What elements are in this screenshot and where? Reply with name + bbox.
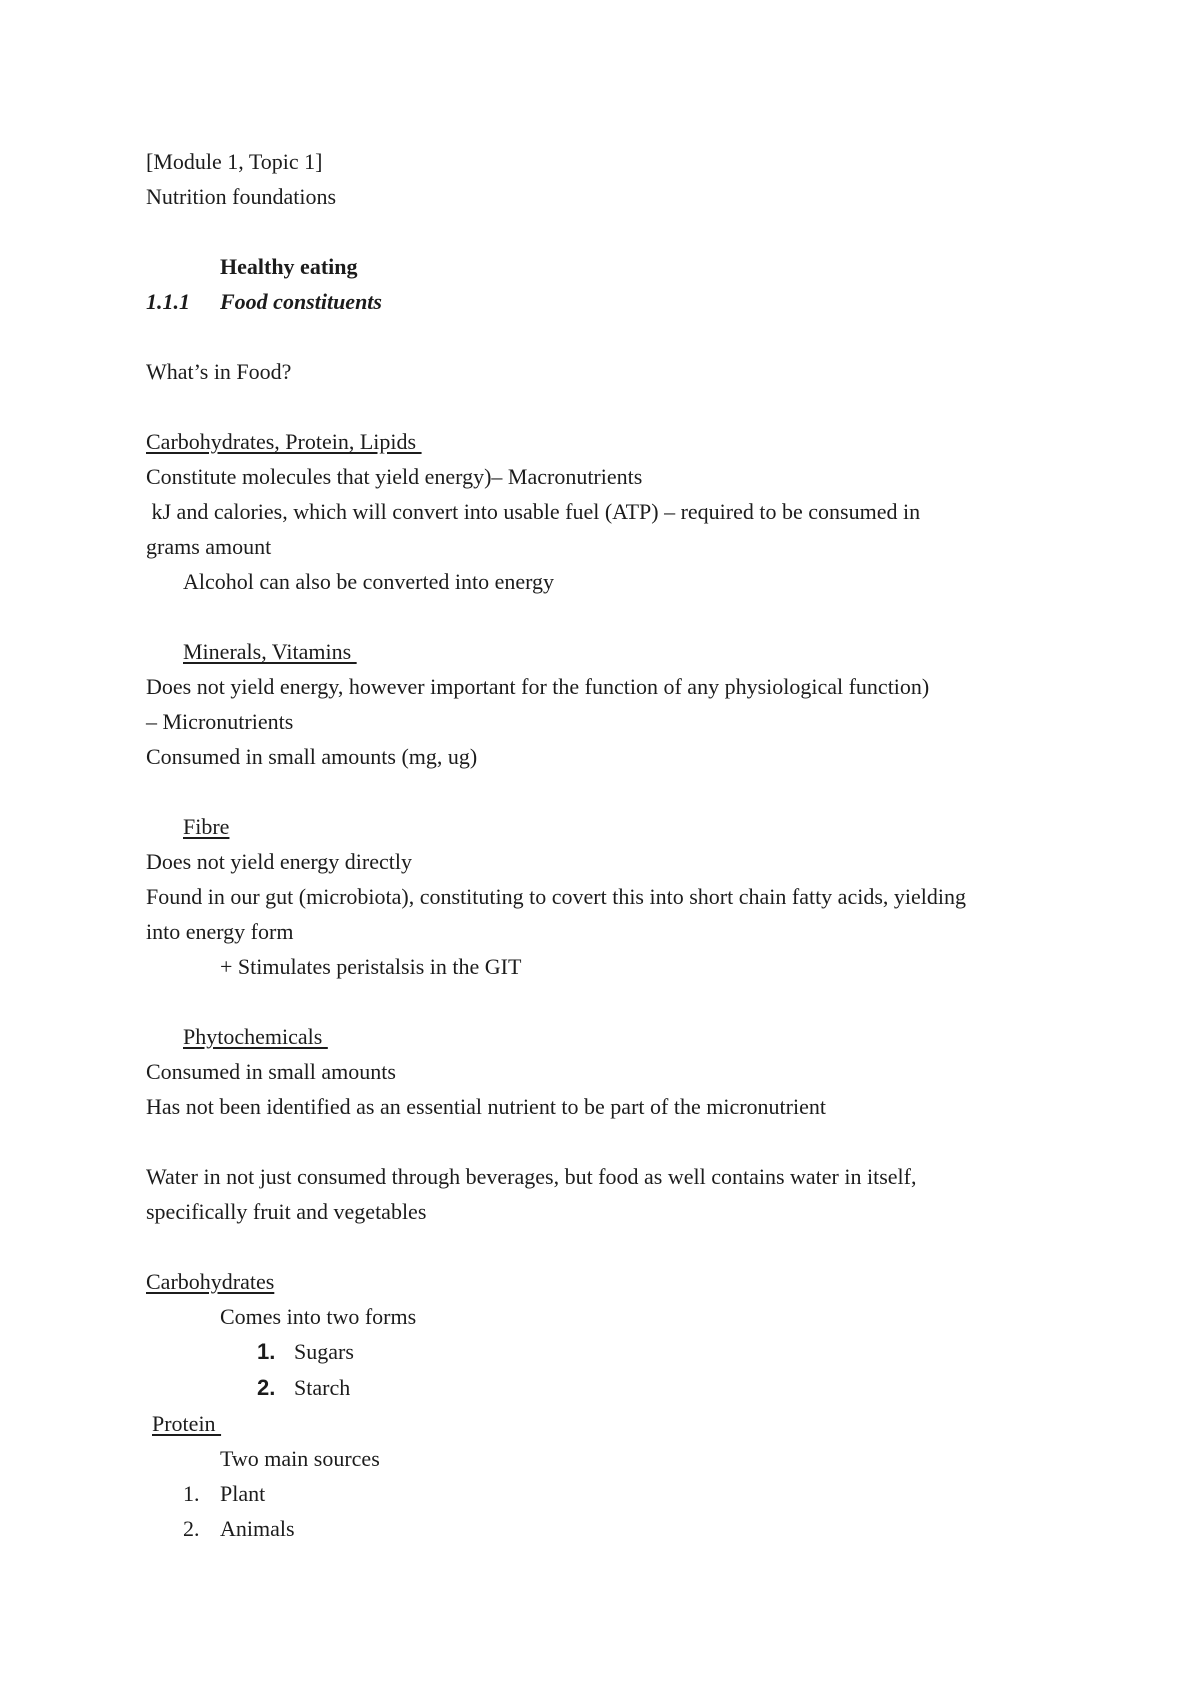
paragraph-line: kJ and calories, which will convert into usable fuel (ATP) – required to be consumed in	[146, 499, 921, 524]
list-item-label: Animals	[220, 1516, 295, 1541]
list-item-number: 1.	[257, 1339, 276, 1364]
list-item	[146, 1476, 1066, 1511]
spacer	[146, 774, 1066, 809]
paragraph-line: – Micronutrients	[146, 709, 294, 734]
subsection-title: Food constituents	[220, 289, 382, 314]
spacer	[146, 599, 1066, 634]
module-reference: [Module 1, Topic 1]	[146, 149, 323, 174]
list-item	[146, 1334, 1066, 1370]
paragraph-line: Has not been identified as an essential nutrient to be part of the micronutrient	[146, 1094, 826, 1119]
paragraph-line: Does not yield energy directly	[146, 849, 412, 874]
paragraph-line: Constitute molecules that yield energy)– Macronutrients	[146, 464, 643, 489]
document-body	[146, 144, 1066, 1546]
list-item-number: 2.	[183, 1516, 200, 1541]
list-item	[146, 1511, 1066, 1546]
list-item-number: 1.	[183, 1481, 200, 1506]
section-heading: Healthy eating	[220, 254, 358, 279]
paragraph-line: Does not yield energy, however important for the function of any physiological function)	[146, 674, 930, 699]
list-item-number: 2.	[257, 1375, 276, 1400]
course-title: Nutrition foundations	[146, 184, 337, 209]
intro-question: What’s in Food?	[146, 359, 292, 384]
spacer	[146, 389, 1066, 424]
paragraph-line: Found in our gut (microbiota), constituting to covert this into short chain fatty acids, yielding	[146, 884, 966, 909]
paragraph-line: Water in not just consumed through beverages, but food as well contains water in itself,	[146, 1164, 917, 1189]
spacer	[146, 214, 1066, 249]
subsection-number: 1.1.1	[146, 289, 190, 314]
carbohydrates-intro: Comes into two forms	[220, 1304, 417, 1329]
spacer	[146, 1229, 1066, 1264]
list-item-label: Starch	[294, 1375, 351, 1400]
spacer	[146, 1124, 1066, 1159]
paragraph-line: grams amount	[146, 534, 272, 559]
alcohol-note: Alcohol can also be converted into energy	[183, 569, 555, 594]
macronutrients-heading: Carbohydrates, Protein, Lipids	[146, 429, 422, 454]
paragraph-line: into energy form	[146, 919, 294, 944]
phytochemicals-heading: Phytochemicals	[183, 1024, 328, 1049]
paragraph-line: Consumed in small amounts (mg, ug)	[146, 744, 478, 769]
protein-intro: Two main sources	[220, 1446, 380, 1471]
list-item-label: Sugars	[294, 1339, 354, 1364]
spacer	[146, 319, 1066, 354]
protein-heading: Protein	[152, 1411, 222, 1436]
list-item	[146, 1370, 1066, 1406]
carbohydrates-heading: Carbohydrates	[146, 1269, 275, 1294]
paragraph-line: Consumed in small amounts	[146, 1059, 396, 1084]
spacer	[146, 984, 1066, 1019]
list-item-label: Plant	[220, 1481, 266, 1506]
subsection-heading	[146, 284, 1066, 319]
micronutrients-heading: Minerals, Vitamins	[183, 639, 357, 664]
peristalsis-note: + Stimulates peristalsis in the GIT	[220, 954, 522, 979]
paragraph-line: specifically fruit and vegetables	[146, 1199, 427, 1224]
fibre-heading: Fibre	[183, 814, 230, 839]
